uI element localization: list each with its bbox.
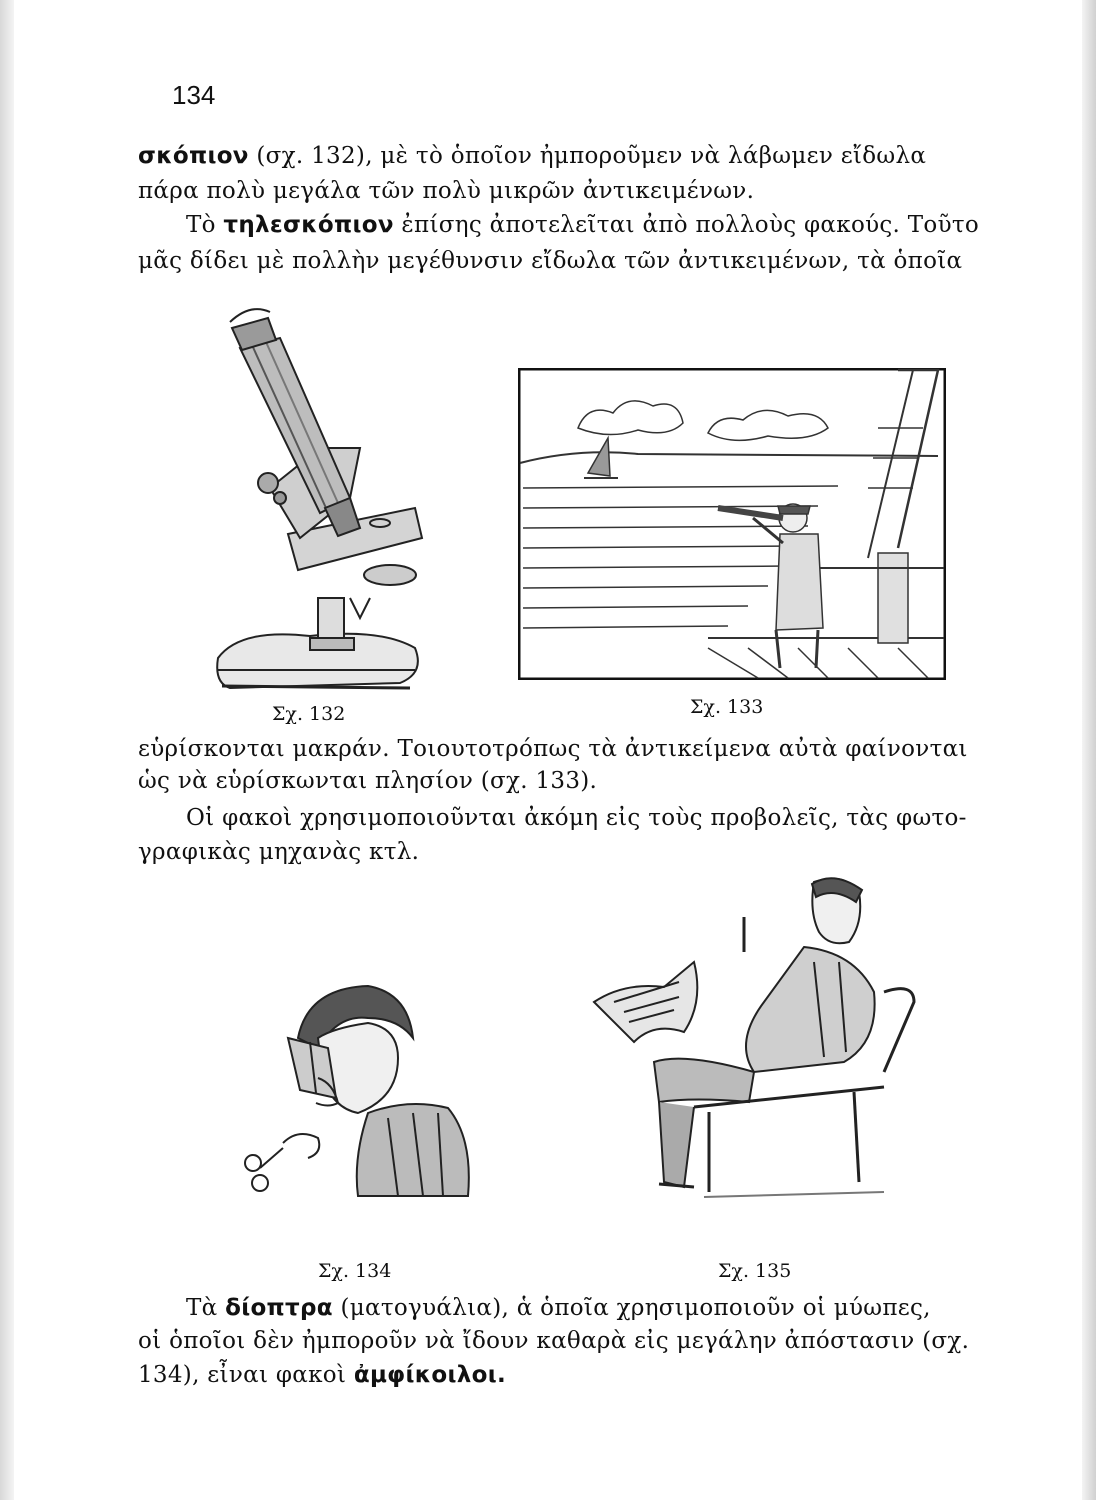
figure-134-reader	[238, 978, 478, 1198]
figure-135-newspaper-reader	[584, 872, 924, 1208]
text-line: ὡς νὰ εὑρίσκωνται πλησίον (σχ. 133).	[138, 768, 598, 794]
text-line: οἱ ὁποῖοι δὲν ἠμποροῦν νὰ ἴδουν καθαρὰ εἰς μεγάλην ἀπόστασιν (σχ.	[138, 1328, 970, 1354]
text-line: γραφικὰς μηχανὰς κτλ.	[138, 839, 420, 865]
bold-term: δίοπτρα	[225, 1295, 333, 1321]
text-line	[138, 143, 1038, 169]
figure-134-caption: Σχ. 134	[318, 1260, 392, 1282]
microscope-illustration	[210, 298, 430, 694]
figure-133-telescope-scene	[518, 368, 946, 680]
page-edge-left	[0, 0, 14, 1500]
page-number: 134	[172, 80, 216, 110]
bold-term: σκόπιον	[138, 143, 249, 169]
text-line	[186, 212, 1038, 238]
bold-term: ἀμφίκοιλοι.	[353, 1362, 506, 1388]
telescope-scene-illustration	[518, 368, 946, 680]
text-span: (ματογυάλια), ἁ ὁποῖα χρησιμοποιοῦν οἱ μύωπες,	[332, 1295, 931, 1321]
text-span: 134), εἶναι φακοὶ	[138, 1362, 354, 1388]
text-span: ἐπίσης ἀποτελεῖται ἀπὸ πολλοὺς φακούς. Τοῦτο	[393, 212, 980, 238]
figure-135-caption: Σχ. 135	[718, 1260, 792, 1282]
text-line	[186, 1295, 1038, 1321]
newspaper-reader-illustration	[584, 872, 924, 1208]
figure-132-caption: Σχ. 132	[272, 703, 346, 725]
text-line: πάρα πολὺ μεγάλα τῶν πολὺ μικρῶν ἀντικειμένων.	[138, 178, 755, 204]
bold-term: τηλεσκόπιον	[223, 212, 394, 238]
text-span: Τὸ	[186, 212, 224, 238]
reader-illustration	[238, 978, 478, 1198]
figure-132-microscope	[210, 298, 430, 694]
text-span: Τὰ	[186, 1295, 226, 1321]
page-edge-right	[1082, 0, 1096, 1500]
text-line: εὑρίσκονται μακράν. Τοιουτοτρόπως τὰ ἀντικείμενα αὐτὰ φαίνονται	[138, 736, 968, 762]
text-line: μᾶς δίδει μὲ πολλὴν μεγέθυνσιν εἴδωλα τῶν ἀντικειμένων, τὰ ὁποῖα	[138, 248, 963, 274]
text-line: Οἱ φακοὶ χρησιμοποιοῦνται ἀκόμη εἰς τοὺς προβολεῖς, τὰς φωτο-	[186, 805, 967, 831]
text-span: (σχ. 132), μὲ τὸ ὁποῖον ἠμποροῦμεν νὰ λάβωμεν εἴδωλα	[248, 143, 927, 169]
text-line	[138, 1362, 1038, 1388]
figure-133-caption: Σχ. 133	[690, 696, 764, 718]
